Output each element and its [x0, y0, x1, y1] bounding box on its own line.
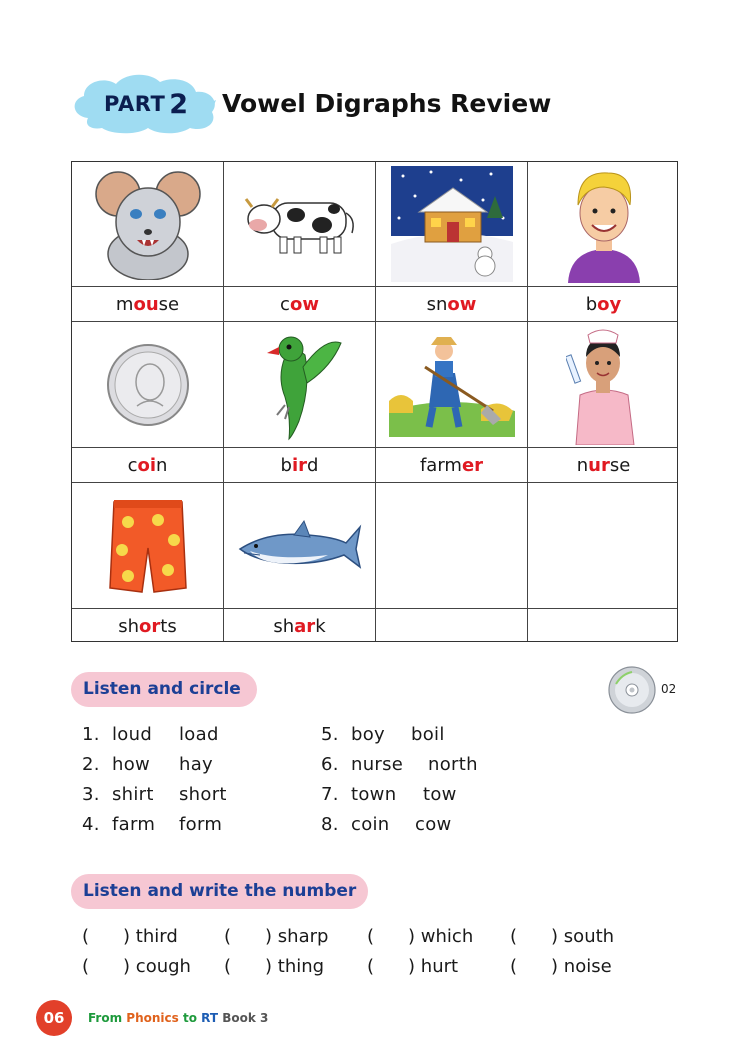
part-label-text: PART — [104, 92, 166, 116]
coin-picture — [72, 322, 223, 447]
cd-track-number: 02 — [661, 682, 677, 696]
page-title: Vowel Digraphs Review — [222, 89, 552, 118]
word-snow: snow — [426, 294, 477, 315]
footer-book-title: From Phonics to RT Book 3 — [88, 1011, 269, 1025]
shorts-picture — [72, 483, 223, 608]
circle-item-7: 7. town tow — [321, 784, 457, 805]
boy-picture — [528, 162, 679, 286]
listen-write-heading: Listen and write the number — [71, 874, 368, 909]
word-farmer: farmer — [419, 455, 484, 476]
page-number: 06 — [36, 1000, 72, 1036]
word-boy: boy — [585, 294, 622, 315]
word-bird: bird — [280, 455, 319, 476]
circle-item-4: 4. farm form — [82, 814, 223, 835]
word-shark: shark — [273, 616, 326, 637]
word-mouse: mouse — [115, 294, 180, 315]
vocabulary-grid — [71, 161, 678, 642]
snow-house-picture — [376, 162, 527, 286]
circle-item-1: 1. loud load — [82, 724, 219, 745]
nurse-picture — [528, 322, 679, 447]
listen-circle-heading: Listen and circle — [71, 672, 257, 707]
cd-audio-icon[interactable] — [608, 666, 656, 714]
write-item-noise[interactable]: ( ) noise — [510, 956, 612, 977]
write-item-sharp[interactable]: ( ) sharp — [224, 926, 329, 947]
bird-picture — [224, 322, 375, 447]
cow-picture — [224, 162, 375, 286]
write-item-thing[interactable]: ( ) thing — [224, 956, 325, 977]
part-label — [104, 89, 189, 120]
circle-item-6: 6. nurse north — [321, 754, 478, 775]
part-number: 2 — [169, 89, 189, 120]
circle-item-5: 5. boy boil — [321, 724, 445, 745]
shark-picture — [224, 483, 375, 608]
write-item-which[interactable]: ( ) which — [367, 926, 474, 947]
word-cow: cow — [280, 294, 319, 315]
word-shorts: shorts — [118, 616, 177, 637]
word-nurse: nurse — [576, 455, 631, 476]
circle-item-8: 8. coin cow — [321, 814, 452, 835]
farmer-picture — [376, 322, 527, 447]
mouse-picture — [72, 162, 223, 286]
circle-item-2: 2. how hay — [82, 754, 213, 775]
write-item-third[interactable]: ( ) third — [82, 926, 178, 947]
word-coin: coin — [127, 455, 168, 476]
write-item-cough[interactable]: ( ) cough — [82, 956, 191, 977]
circle-item-3: 3. shirt short — [82, 784, 227, 805]
write-item-hurt[interactable]: ( ) hurt — [367, 956, 459, 977]
write-item-south[interactable]: ( ) south — [510, 926, 615, 947]
